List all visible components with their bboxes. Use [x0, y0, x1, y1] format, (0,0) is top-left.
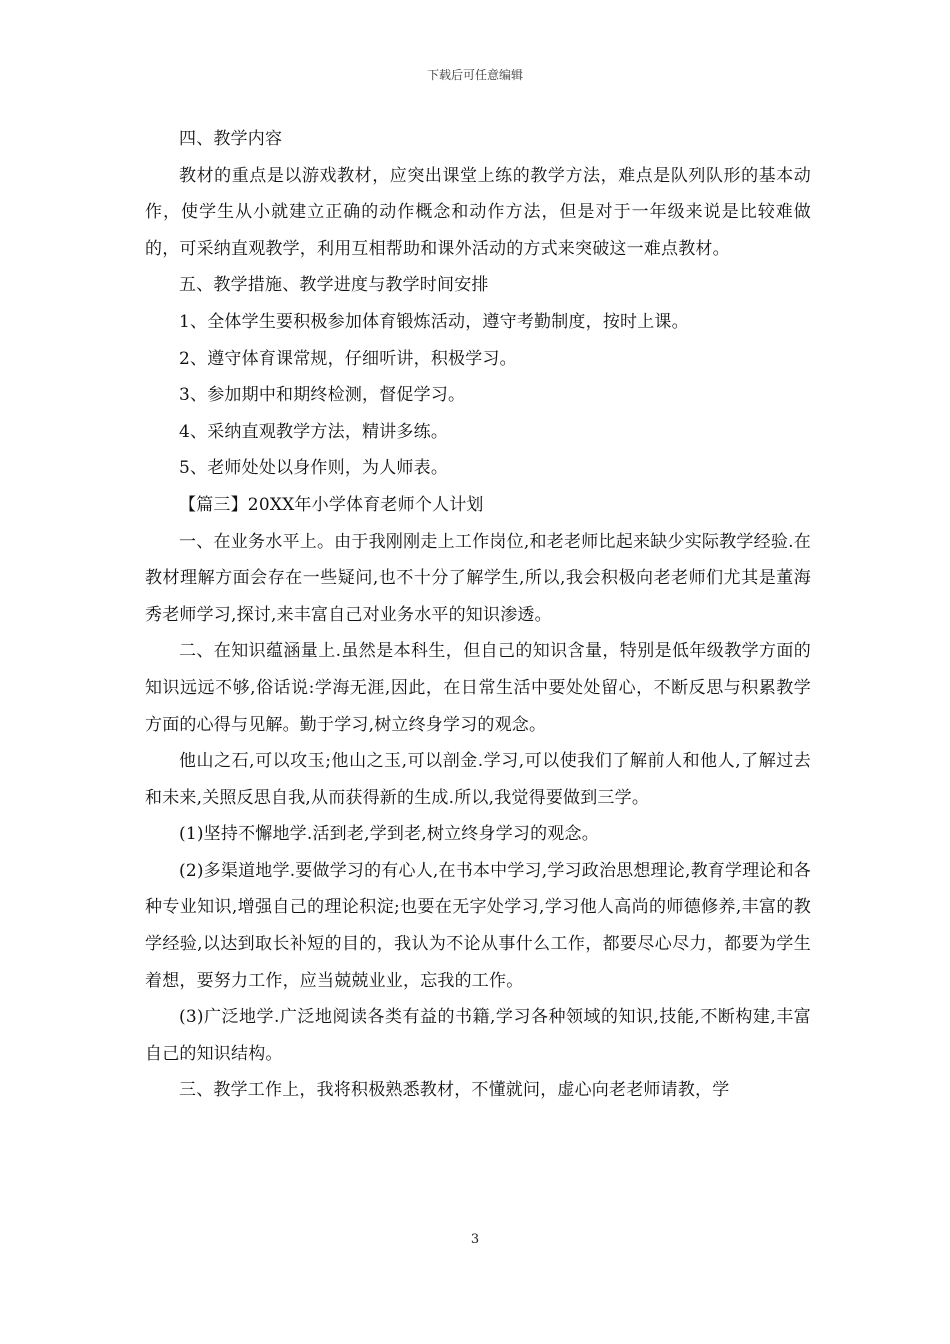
paragraph-section-4-title: 四、教学内容: [179, 129, 283, 149]
chapter-heading: 【篇三】20XX年小学体育老师个人计划: [179, 494, 484, 515]
paragraph: 三、教学工作上，我将积极熟悉教材，不懂就问，虚心向老老师请教，学: [179, 1080, 730, 1101]
list-item: (1)坚持不懈地学.活到老,学到老,树立终身学习的观念。: [179, 824, 599, 845]
list-item: 1、全体学生要积极参加体育锻炼活动，遵守考勤制度，按时上课。: [179, 311, 689, 332]
list-item: 4、采纳直观教学方法，精讲多练。: [179, 421, 449, 442]
paragraph: 一、在业务水平上。由于我刚刚走上工作岗位,和老老师比起来缺少实际教学经验.在教材理解方面会存在一些疑问,也不十分了解学生,所以,我会积极向老老师们尤其是董海秀老师学习,探讨,来丰富自己对业务水平的知识渗透。: [145, 531, 811, 625]
document-body: [145, 121, 811, 1109]
paragraph: 二、在知识蕴涵量上.虽然是本科生，但自己的知识含量，特别是低年级教学方面的知识远远不够,俗话说:学海无涯,因此，在日常生活中要处处留心，不断反思与积累教学方面的心得与见解。勤于学习,树立终身学习的观念。: [145, 641, 811, 735]
paragraph: 教材的重点是以游戏教材，应突出课堂上练的教学方法，难点是队列队形的基本动作，使学生从小就建立正确的动作概念和动作方法，但是对于一年级来说是比较难做的，可采纳直观教学，利用互相帮助和课外活动的方式来突破这一难点教材。: [145, 165, 811, 259]
list-item: 5、老师处处以身作则，为人师表。: [179, 458, 449, 479]
paragraph: 他山之石,可以攻玉;他山之玉,可以剖金.学习,可以使我们了解前人和他人,了解过去和未来,关照反思自我,从而获得新的生成.所以,我觉得要做到三学。: [145, 751, 811, 808]
list-item: 2、遵守体育课常规，仔细听讲，积极学习。: [179, 348, 517, 369]
list-item: 3、参加期中和期终检测，督促学习。: [179, 385, 466, 406]
list-item: (3)广泛地学.广泛地阅读各类有益的书籍,学习各种领域的知识,技能,不断构建,丰富自己的知识结构。: [145, 1007, 811, 1064]
page-header: 下载后可任意编辑: [426, 68, 523, 82]
page-number: 3: [470, 1232, 480, 1247]
list-item: (2)多渠道地学.要做学习的有心人,在书本中学习,学习政治思想理论,教育学理论和各种专业知识,增强自己的理论积淀;也要在无字处学习,学习他人高尚的师德修养,丰富的教学经验,以达到取长补短的目的，我认为不论从事什么工作，都要尽心尽力，都要为学生着想，要努力工作，应当兢兢业业，忘我的工作。: [145, 860, 811, 991]
paragraph-section-5-title: 五、教学措施、教学进度与教学时间安排: [179, 275, 489, 296]
